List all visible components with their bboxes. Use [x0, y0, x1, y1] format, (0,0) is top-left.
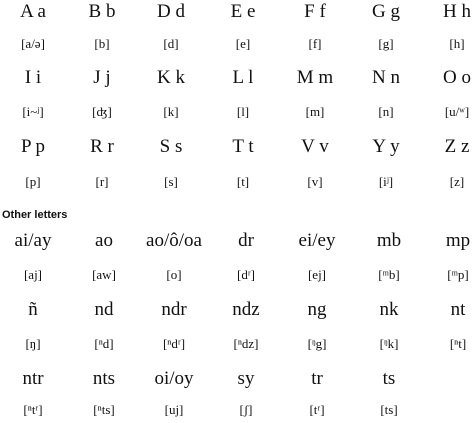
letter-cell: T t: [232, 136, 254, 157]
letter-cell: ao: [95, 230, 113, 251]
letter-cell: nk: [379, 299, 399, 320]
ipa-cell: [ⁿdʳ]: [162, 336, 186, 351]
letter-cell: D d: [157, 1, 185, 22]
ipa-cell: [ʃ]: [239, 402, 253, 417]
ipa-cell: [z]: [449, 174, 465, 189]
ipa-cell: [ᵐb]: [378, 267, 400, 282]
ipa-row: [0, 265, 474, 285]
ipa-cell: [v]: [307, 174, 323, 189]
letter-cell: N n: [372, 67, 400, 88]
ipa-cell: [ej]: [307, 267, 327, 282]
letter-cell: V v: [301, 136, 329, 157]
ipa-cell: [a/ə]: [21, 36, 45, 51]
ipa-cell: [aj]: [23, 267, 43, 282]
ipa-cell: [m]: [305, 104, 325, 119]
ipa-cell: [l]: [236, 104, 250, 119]
letter-cell: F f: [304, 1, 326, 22]
ipa-cell: [k]: [163, 104, 179, 119]
letter-cell: tr: [311, 368, 323, 389]
letter-cell: J j: [93, 67, 111, 88]
letter-row: [0, 68, 474, 88]
ipa-cell: [ŋ]: [25, 336, 41, 351]
letter-cell: sy: [237, 368, 255, 389]
ipa-cell: [ⁿt]: [449, 336, 467, 351]
ipa-cell: [f]: [308, 36, 322, 51]
ipa-cell: [p]: [25, 174, 41, 189]
letter-cell: mb: [376, 230, 402, 251]
letter-cell: ai/ay: [14, 230, 52, 251]
letter-cell: Z z: [444, 136, 470, 157]
letter-cell: O o: [443, 67, 471, 88]
ipa-cell: [iʲ]: [378, 174, 394, 189]
ipa-cell: [tʳ]: [309, 402, 325, 417]
ipa-cell: [n]: [378, 104, 394, 119]
ipa-row: [0, 400, 474, 420]
letter-cell: oi/oy: [154, 368, 194, 389]
ipa-cell: [d]: [163, 36, 179, 51]
ipa-cell: [ᵑk]: [379, 336, 399, 351]
letter-cell: I i: [24, 67, 42, 88]
letter-cell: K k: [157, 67, 185, 88]
other-letters-heading: Other letters: [2, 209, 68, 221]
ipa-row: [0, 34, 474, 54]
ipa-cell: [o]: [166, 267, 182, 282]
letter-cell: S s: [159, 136, 183, 157]
ipa-cell: [ᵐp]: [447, 267, 469, 282]
letter-cell: nd: [94, 299, 114, 320]
letter-cell: nt: [450, 299, 466, 320]
letter-cell: ei/ey: [298, 230, 336, 251]
letter-cell: ts: [382, 368, 396, 389]
letter-row: [0, 369, 474, 389]
letter-cell: L l: [232, 67, 254, 88]
ipa-cell: [ʤ]: [92, 104, 112, 119]
letter-cell: dr: [238, 230, 254, 251]
letter-row: [0, 137, 474, 157]
letter-cell: H h: [443, 1, 471, 22]
ipa-cell: [t]: [236, 174, 250, 189]
letter-row: [0, 231, 474, 251]
letter-cell: mp: [445, 230, 471, 251]
ipa-row: [0, 334, 474, 354]
ipa-cell: [r]: [95, 174, 109, 189]
letter-cell: G g: [372, 1, 400, 22]
ipa-cell: [h]: [449, 36, 465, 51]
letter-cell: B b: [88, 1, 116, 22]
letter-cell: ndz: [232, 299, 260, 320]
letter-cell: R r: [90, 136, 114, 157]
letter-cell: P p: [20, 136, 46, 157]
letter-cell: ng: [307, 299, 327, 320]
ipa-cell: [e]: [235, 36, 251, 51]
ipa-cell: [aw]: [92, 267, 116, 282]
ipa-cell: [ᵑg]: [307, 336, 327, 351]
ipa-cell: [ⁿtʳ]: [23, 402, 43, 417]
ipa-cell: [b]: [94, 36, 110, 51]
letter-cell: ntr: [22, 368, 44, 389]
ipa-cell: [i~ʲ]: [22, 104, 44, 119]
letter-row: [0, 300, 474, 320]
letter-row: [0, 2, 474, 22]
letter-cell: nts: [92, 368, 116, 389]
ipa-cell: [u/ʷ]: [444, 104, 470, 119]
ipa-cell: [dʳ]: [237, 267, 255, 282]
ipa-cell: [ⁿts]: [93, 402, 115, 417]
letter-cell: M m: [296, 67, 334, 88]
ipa-cell: [ⁿd]: [94, 336, 114, 351]
letter-cell: ao/ô/oa: [146, 230, 202, 251]
letter-cell: Y y: [372, 136, 400, 157]
ipa-row: [0, 102, 474, 122]
letter-cell: A a: [20, 1, 46, 22]
letter-cell: E e: [230, 1, 256, 22]
ipa-cell: [uj]: [164, 402, 184, 417]
ipa-cell: [s]: [164, 174, 178, 189]
ipa-cell: [ⁿdz]: [233, 336, 259, 351]
letter-cell: ndr: [161, 299, 187, 320]
ipa-row: [0, 172, 474, 192]
ipa-cell: [g]: [378, 36, 394, 51]
letter-cell: ñ: [28, 299, 38, 320]
ipa-cell: [ts]: [380, 402, 398, 417]
